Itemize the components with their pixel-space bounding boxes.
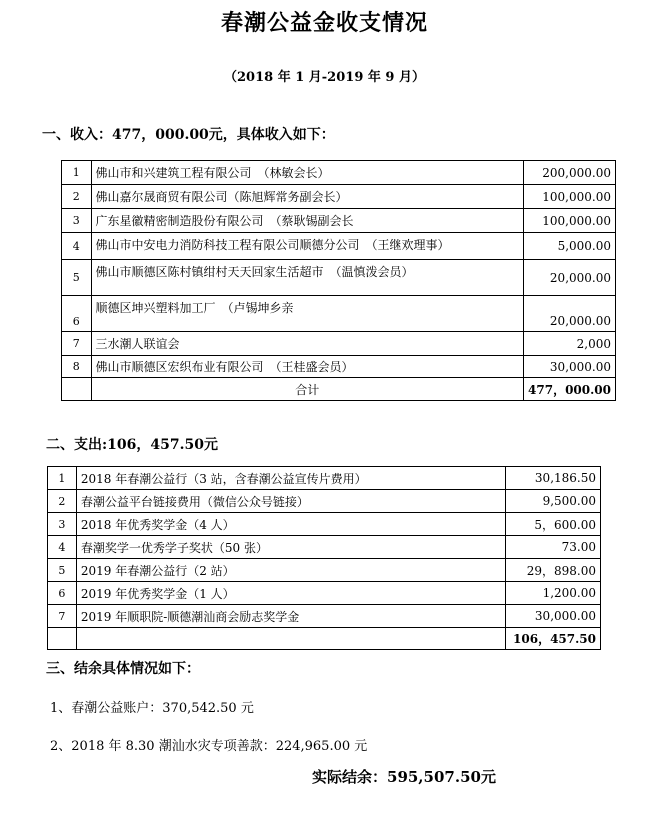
expense-heading: 二、支出:106，457.50元 xyxy=(46,437,218,453)
income-amount: 100,000.00 xyxy=(524,209,616,233)
expense-amount: 30,186.50 xyxy=(506,467,601,490)
table-row xyxy=(62,296,616,332)
expense-item: 春潮奖学一优秀学子奖状（50 张） xyxy=(76,536,505,559)
expense-amount: 1,200.00 xyxy=(506,582,601,605)
table-row xyxy=(48,490,601,513)
expense-total-amount: 106，457.50 xyxy=(506,628,601,650)
table-row xyxy=(62,260,616,296)
income-amount: 30,000.00 xyxy=(524,356,616,378)
row-number: 7 xyxy=(48,605,77,628)
income-amount: 100,000.00 xyxy=(524,185,616,209)
balance-heading: 三、结余具体情况如下： xyxy=(46,661,200,677)
income-total-row xyxy=(62,378,616,401)
table-row xyxy=(48,536,601,559)
income-total-label: 合计 xyxy=(91,378,523,401)
income-source: 广东星徽精密制造股份有限公司 （蔡耿锡副会长 xyxy=(91,209,523,233)
income-source: 佛山市中安电力消防科技工程有限公司顺德分公司 （王继欢理事） xyxy=(91,233,523,260)
expense-item: 春潮公益平台链接费用（微信公众号链接） xyxy=(76,490,505,513)
table-row xyxy=(62,209,616,233)
expense-amount: 73.00 xyxy=(506,536,601,559)
expense-total-label xyxy=(76,628,505,650)
row-number: 3 xyxy=(62,209,92,233)
period-subtitle: （2018 年 1 月-2019 年 9 月） xyxy=(223,70,425,85)
income-heading: 一、收入：477，000.00元，具体收入如下： xyxy=(42,127,335,143)
balance-flood-fund: 2、2018 年 8.30 潮汕水灾专项善款：224,965.00 元 xyxy=(50,739,368,754)
row-number: 5 xyxy=(62,260,92,296)
expense-amount: 9,500.00 xyxy=(506,490,601,513)
expense-item: 2019 年顺职院-顺德潮汕商会励志奖学金 xyxy=(76,605,505,628)
income-amount: 20,000.00 xyxy=(524,296,616,332)
income-amount: 20,000.00 xyxy=(524,260,616,296)
income-total-amount: 477，000.00 xyxy=(524,378,616,401)
income-source: 佛山嘉尔晟商贸有限公司（陈旭辉常务副会长） xyxy=(91,185,523,209)
actual-balance: 实际结余：595,507.50元 xyxy=(312,768,496,786)
table-row xyxy=(48,605,601,628)
row-number xyxy=(48,628,77,650)
row-number: 1 xyxy=(48,467,77,490)
table-row xyxy=(62,332,616,356)
expense-amount: 29，898.00 xyxy=(506,559,601,582)
expense-item: 2018 年春潮公益行（3 站，含春潮公益宣传片费用） xyxy=(76,467,505,490)
expense-amount: 5，600.00 xyxy=(506,513,601,536)
income-source: 佛山市顺德区陈村镇绀村天天回家生活超市 （温慎泼会员） xyxy=(91,260,523,296)
income-table xyxy=(61,160,616,401)
expense-item: 2018 年优秀奖学金（4 人） xyxy=(76,513,505,536)
row-number: 2 xyxy=(62,185,92,209)
row-number: 6 xyxy=(62,296,92,332)
expense-amount: 30,000.00 xyxy=(506,605,601,628)
income-source: 佛山市顺德区宏织布业有限公司 （王桂盛会员） xyxy=(91,356,523,378)
income-source: 顺德区坤兴塑料加工厂 （卢锡坤乡亲 xyxy=(91,296,523,332)
table-row xyxy=(62,356,616,378)
income-amount: 5,000.00 xyxy=(524,233,616,260)
row-number: 3 xyxy=(48,513,77,536)
table-row xyxy=(62,185,616,209)
table-row xyxy=(48,467,601,490)
row-number: 5 xyxy=(48,559,77,582)
income-amount: 2,000 xyxy=(524,332,616,356)
table-row xyxy=(62,161,616,185)
row-number: 7 xyxy=(62,332,92,356)
row-number: 8 xyxy=(62,356,92,378)
page-title: 春潮公益金收支情况 xyxy=(220,10,428,36)
expense-item: 2019 年春潮公益行（2 站） xyxy=(76,559,505,582)
row-number: 1 xyxy=(62,161,92,185)
table-row xyxy=(48,559,601,582)
table-row xyxy=(48,513,601,536)
expense-table xyxy=(47,466,601,650)
table-row xyxy=(62,233,616,260)
expense-item: 2019 年优秀奖学金（1 人） xyxy=(76,582,505,605)
row-number: 6 xyxy=(48,582,77,605)
row-number: 4 xyxy=(62,233,92,260)
row-number: 2 xyxy=(48,490,77,513)
row-number: 4 xyxy=(48,536,77,559)
expense-total-row xyxy=(48,628,601,650)
table-row xyxy=(48,582,601,605)
income-source: 三水潮人联谊会 xyxy=(91,332,523,356)
income-source: 佛山市和兴建筑工程有限公司 （林敏会长） xyxy=(91,161,523,185)
row-number xyxy=(62,378,92,401)
balance-account: 1、春潮公益账户：370,542.50 元 xyxy=(50,701,254,716)
income-amount: 200,000.00 xyxy=(524,161,616,185)
